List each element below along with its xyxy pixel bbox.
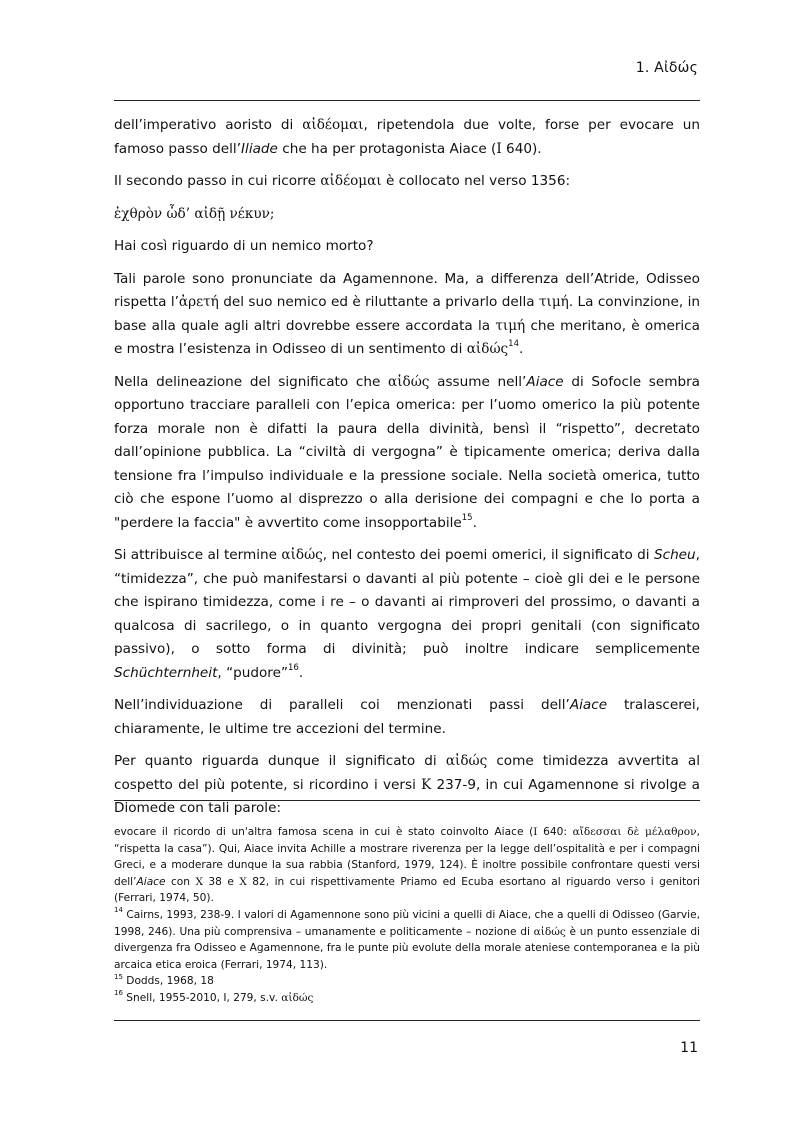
footnote-number: 16 <box>114 989 123 998</box>
footnote-ref[interactable]: 14 <box>508 339 519 350</box>
paragraph: Il secondo passo in cui ricorre αἰδέομαι è collocato nel verso 1356: <box>114 173 571 189</box>
paragraph: Si attribuisce al termine αἰδώς, nel contesto dei poemi omerici, il significato di Scheu, “timidezza”, che può manifestarsi o davanti al più potente – cioè gli dei e le persone che ispirano timidezza, come i re – o davanti ai rimproveri del prossimo, o davanti a qualcosa di sacrilego, o in quanto vergogna dei propri genitali (con significato passivo), o sotto forma di divinità; può inoltre indicare semplicemente Schüchternheit, “pudore”$^{16}$. <box>114 547 700 681</box>
footnotes <box>114 824 700 1007</box>
paragraph: Tali parole sono pronunciate da Agamennone. Ma, a differenza dell’Atride, Odisseo rispetta l’ἀρετή del suo nemico ed è riluttante a privarlo della τιμή. La convinzione, in base alla quale agli altri dovrebbe essere accordata la τιμή che meritano, è omerica e mostra l’esistenza in Odisseo di un sentimento di αἰδώς$^{14}$. <box>114 270 700 357</box>
running-head: 1. Αἰδώς <box>635 60 698 76</box>
paragraph: Nella delineazione del significato che αἰδώς assume nell’Aiace di Sofocle sembra opportuno tracciare paralleli con l’epica omerica: per l’uomo omerico la più potente forza morale non è difatti la paura della divinità, bensì il “rispetto”, decretato dall’opinione pubblica. La “civiltà di vergogna” è tipicamente omerica; deriva dalla tensione fra l’impulso individuale e la pressione sociale. Nella società omerica, tutto ciò che espone l’uomo al disprezzo o alla derisione dei compagni e che lo porta a "perdere la faccia" è avvertito come insopportabile$^{15}$. <box>114 373 700 531</box>
page-number: 11 <box>680 1040 698 1056</box>
footnote-ref[interactable]: 16 <box>288 662 299 673</box>
footnote-continuation: evocare il ricordo di un'altra famosa scena in cui è stato coinvolto Aiace (Ι 640: αἴδεσσαι δὲ μέλαθρον, “rispetta la casa”). Qui, Aiace invita Achille a mostrare riverenza per la legge dell’ospitalità e per i compagni Greci, e a moderare dunque la sua rabbia (Stanford, 1979, 124). È inoltre possibile confrontare questi versi dell’Aiace con Χ 38 e Χ 82, in cui rispettivamente Priamo ed Ecuba esortano al riguardo verso i genitori (Ferrari, 1974, 50). <box>114 826 701 905</box>
footnote-separator <box>114 800 700 801</box>
paragraph: Per quanto riguarda dunque il significato di αἰδώς come timidezza avvertita al cospetto del più potente, si ricordino i versi Κ 237-9, in cui Agamennone si rivolge a Diomede con tali parole: <box>114 753 700 816</box>
footnote-ref[interactable]: 15 <box>461 512 473 523</box>
header-rule <box>114 100 700 101</box>
paragraph: dell’imperativo aoristo di αἰδέομαι, ripetendola due volte, forse per evocare un famoso passo dell’Iliade che ha per protagonista Aiace (Ι 640). <box>114 117 700 157</box>
footnote: $^{14}$ Cairns, 1993, 238-9. I valori di Agamennone sono più vicini a quelli di Aiace, che a quelli di Odisseo (Garvie, 1998, 246). Una più comprensiva – umanamente e politicamente – nozione di αἰδώς è un punto essenziale di divergenza fra Odisseo e Agamennone, fra le punte più evolute della morale ateniese contemporanea e la più arcaica etica eroica (Ferrari, 1974, 113). <box>114 906 701 971</box>
main-text <box>114 114 700 830</box>
footer-rule <box>114 1020 700 1021</box>
footnote-number: 14 <box>114 906 123 915</box>
footnote: $^{16}$ Snell, 1955-2010, I, 279, s.v. αἰδώς <box>114 989 314 1004</box>
translation: Hai così riguardo di un nemico morto? <box>114 238 374 254</box>
footnote-number: 15 <box>114 972 123 981</box>
greek-quotation: ἐχθρὸν ὧδ’ αἰδῇ νέκυν; <box>114 205 275 222</box>
paragraph: Nell’individuazione di paralleli coi menzionati passi dell’Aiace tralascerei, chiaramente, le ultime tre accezioni del termine. <box>114 697 700 737</box>
footnote: $^{15}$ Dodds, 1968, 18 <box>114 972 214 988</box>
